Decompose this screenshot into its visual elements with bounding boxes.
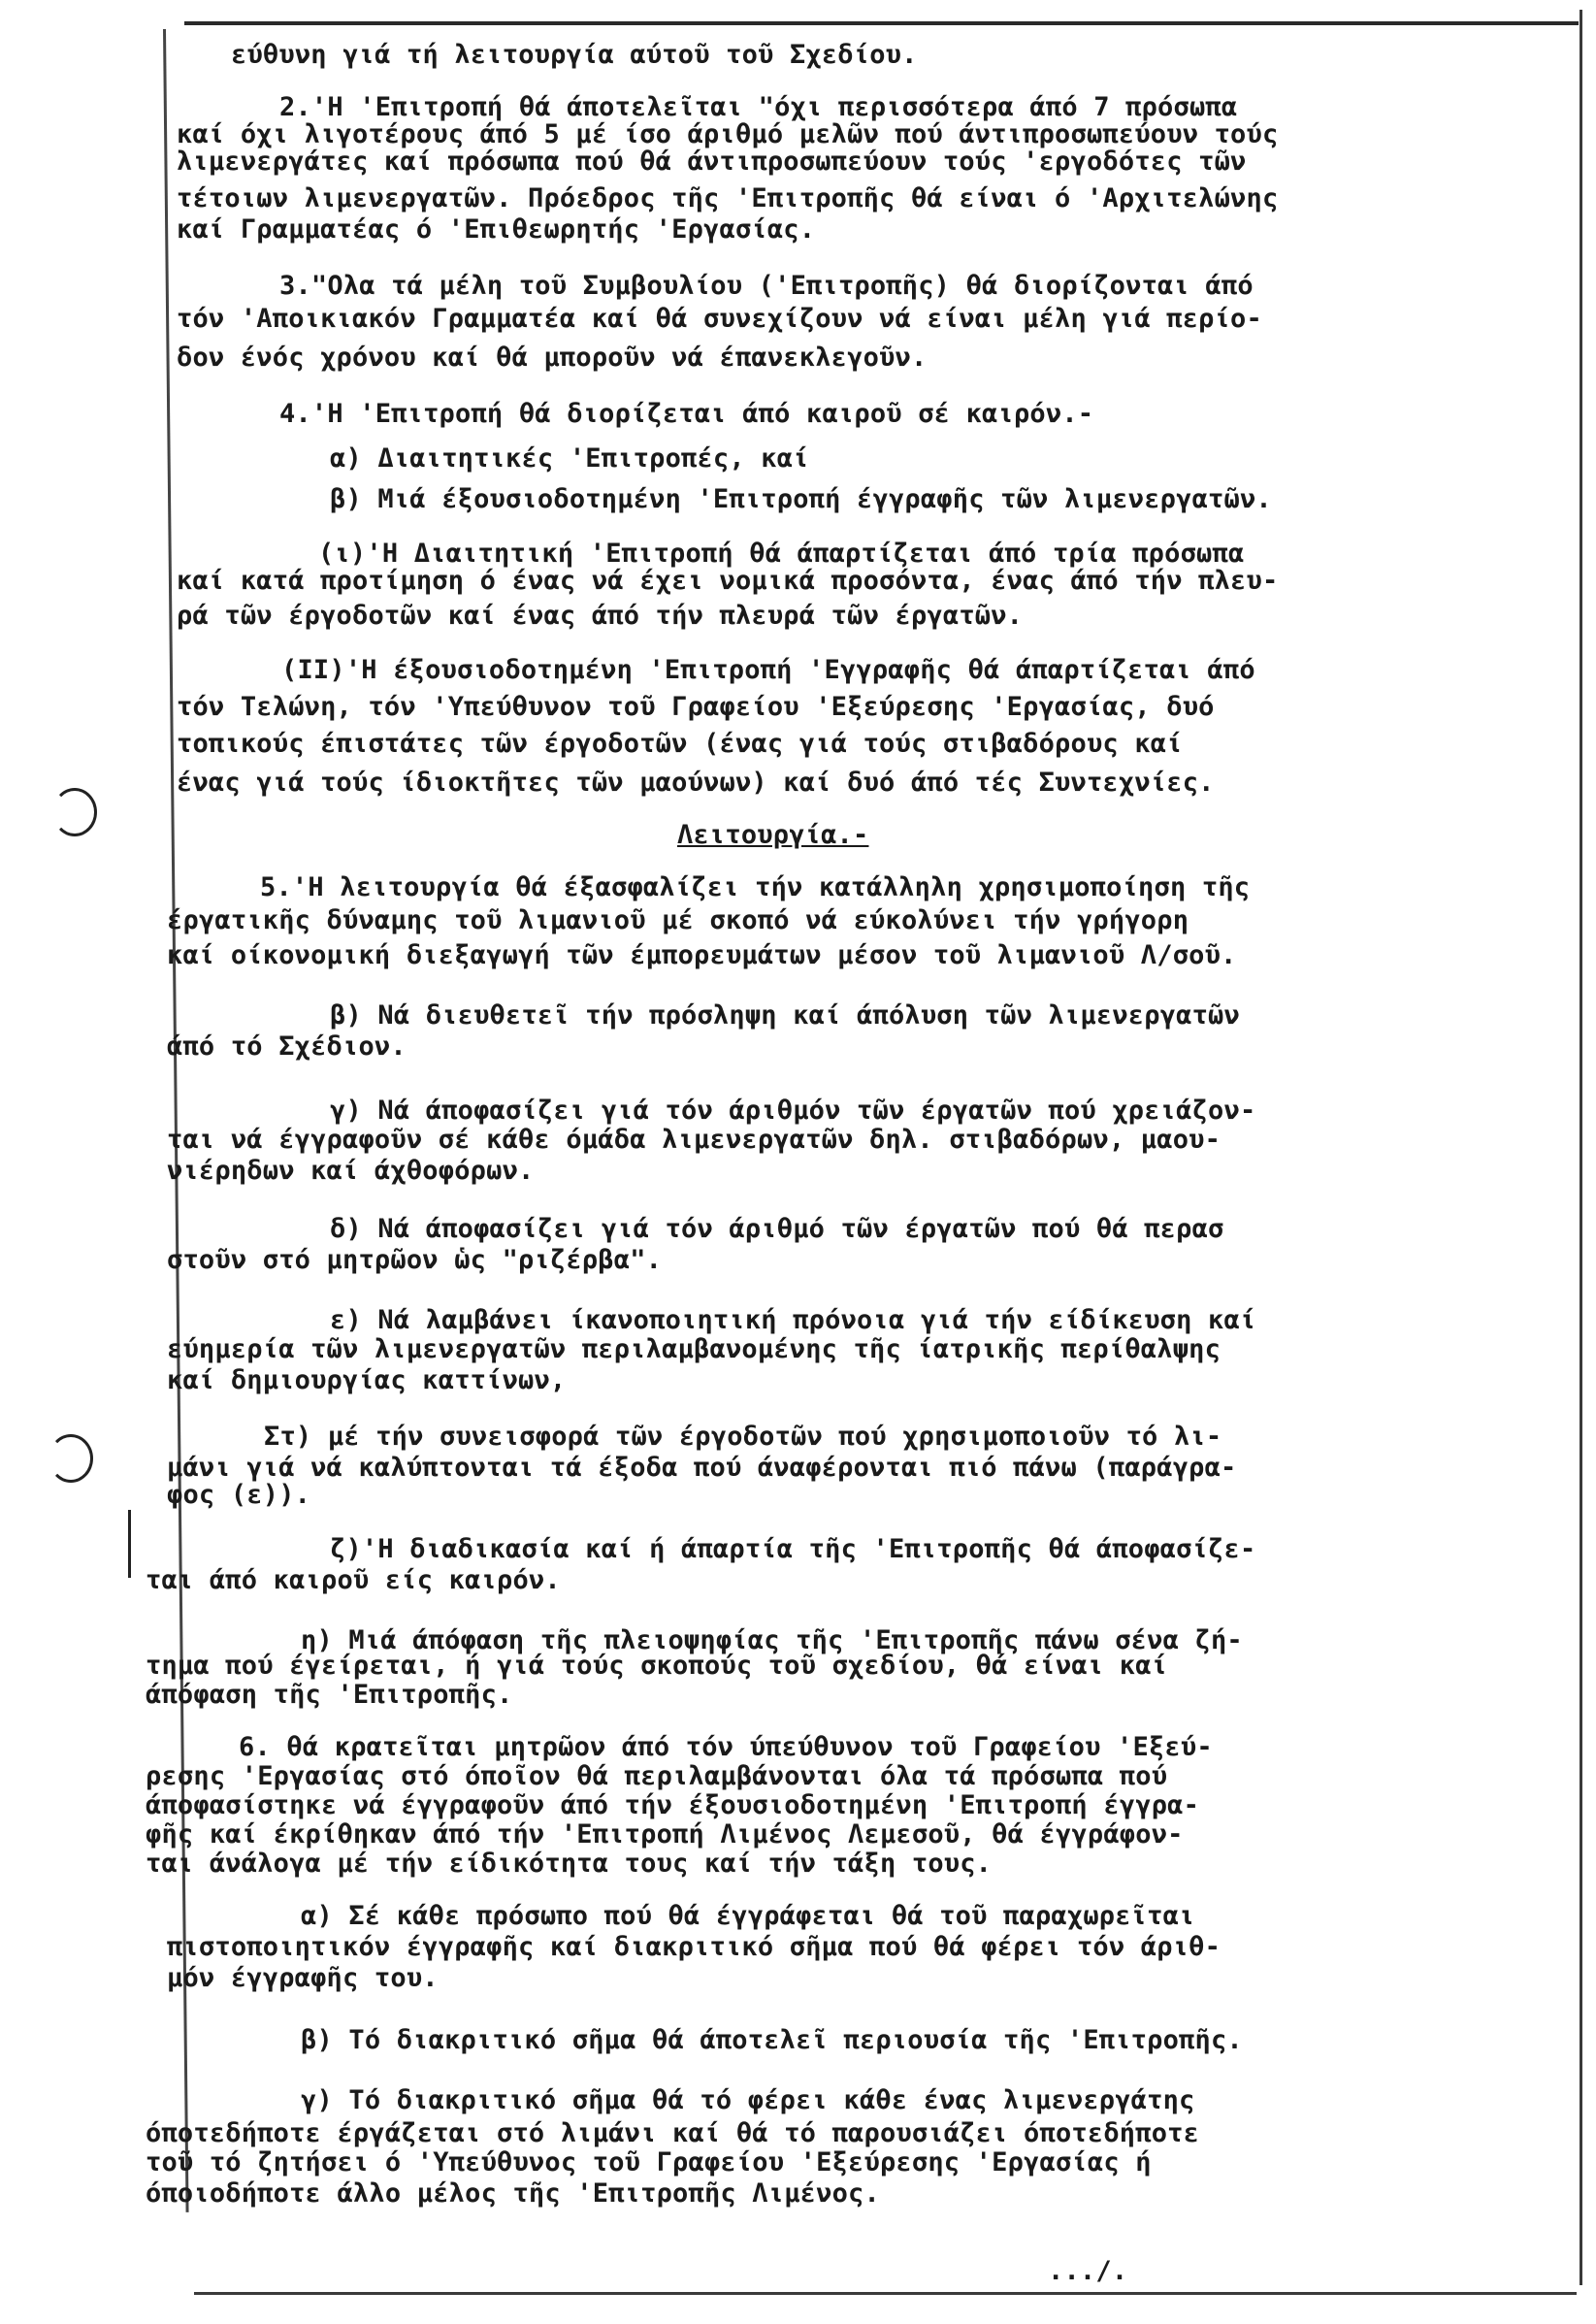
text-line: άπόφαση τῆς 'Επιτροπῆς. (146, 1680, 513, 1710)
text-line: όποτεδήποτε έργάζεται στό λιμάνι καί θά τό παρουσιάζει όποτεδήποτε (146, 2118, 1200, 2148)
continuation-mark: .../. (1048, 2256, 1128, 2286)
text-line: πιστοποιητικόν έγγραφῆς καί διακριτικό σῆμα πού θά φέρει τόν άριθ- (167, 1932, 1221, 1962)
text-line: μάνι γιά νά καλύπτονται τά έξοδα πού άναφέρονται πιό πάνω (παράγρα- (167, 1453, 1237, 1483)
punch-hole-lower (49, 1434, 93, 1483)
text-line: τοπικούς έπιστάτες τῶν έργοδοτῶν (ένας γιά τούς στιβαδόρους καί (177, 729, 1183, 759)
text-line: α) Σέ κάθε πρόσωπο πού θά έγγράφεται θά τοῦ παραχωρεῖται (301, 1901, 1195, 1931)
text-line: 6. θά κρατεῖται μητρῶον άπό τόν ύπεύθυνον τοῦ Γραφείου 'Εξεύ- (239, 1732, 1213, 1762)
text-line: 3."Ολα τά μέλη τοῦ Συμβουλίου ('Επιτροπῆς) θά διορίζονται άπό (279, 271, 1254, 301)
text-line: γ) Τό διακριτικό σῆμα θά τό φέρει κάθε ένας λιμενεργάτης (301, 2085, 1195, 2115)
text-line: νιέρηδων καί άχθοφόρων. (167, 1156, 535, 1186)
text-line: γ) Νά άποφασίζει γιά τόν άριθμόν τῶν έργατῶν πού χρειάζον- (330, 1096, 1256, 1126)
text-line: 5.'Η λειτουργία θά έξασφαλίζει τήν κατάλληλη χρησιμοποίηση τῆς (260, 872, 1251, 902)
text-line: στοῦν στό μητρῶον ὡς "ριζέρβα". (167, 1245, 663, 1275)
margin-marker (128, 1510, 131, 1578)
text-line: φῆς καί έκρίθηκαν άπό τήν 'Επιτροπή Λιμένος Λεμεσοῦ, θά έγγράφον- (146, 1819, 1184, 1849)
text-line: η) Μιά άπόφαση τῆς πλειοψηφίας τῆς 'Επιτροπῆς πάνω σένα ζή- (301, 1625, 1243, 1655)
text-line: καί δημιουργίας καττίνων, (167, 1365, 567, 1395)
text-line: ζ)'Η διαδικασία καί ή άπαρτία τῆς 'Επιτροπῆς θά άποφασίζε- (330, 1534, 1256, 1564)
text-line: δον ένός χρόνου καί θά μποροῦν νά έπανεκλεγοῦν. (177, 343, 928, 373)
text-line: β) Νά διευθετεῖ τήν πρόσληψη καί άπόλυση τῶν λιμενεργατῶν (330, 1000, 1240, 1031)
text-line: εύθυνη γιά τή λειτουργία αύτοῦ τοῦ Σχεδίου. (231, 40, 918, 70)
text-line: ε) Νά λαμβάνει ίκανοποιητική πρόνοια γιά τήν είδίκευση καί (330, 1305, 1256, 1335)
page-right-edge (1580, 10, 1582, 2285)
text-line: ται άνάλογα μέ τήν είδικότητα τους καί τήν τάξη τους. (146, 1849, 993, 1879)
text-line: τόν 'Αποικιακόν Γραμματέα καί θά συνεχίζουν νά είναι μέλη γιά περίο- (177, 304, 1262, 334)
punch-hole-upper (52, 788, 97, 836)
text-line: ρεσης 'Εργασίας στό όποῖον θά περιλαμβάνονται όλα τά πρόσωπα πού (146, 1761, 1168, 1791)
text-line: ένας γιά τούς ίδιοκτῆτες τῶν μαούνων) καί δυό άπό τές Συντεχνίες. (177, 768, 1215, 798)
text-line: άποφασίστηκε νά έγγραφοῦν άπό τήν έξουσιοδοτημένη 'Επιτροπή έγγρα- (146, 1790, 1200, 1820)
text-line: ται άπό καιροῦ είς καιρόν. (146, 1565, 561, 1595)
section-heading: Λειτουργία.- (677, 820, 869, 850)
text-line: (ι)'Η Διαιτητική 'Επιτροπή θά άπαρτίζεται άπό τρία πρόσωπα (318, 539, 1245, 569)
text-line: τόν Τελώνη, τόν 'Υπεύθυνον τοῦ Γραφείου 'Εξεύρεσης 'Εργασίας, δυό (177, 692, 1215, 722)
text-line: τημα πού έγείρεται, ή γιά τούς σκοπούς τοῦ σχεδίου, θά είναι καί (146, 1651, 1168, 1681)
page-top-edge (184, 21, 1579, 25)
text-line: καί Γραμματέας ό 'Επιθεωρητής 'Εργασίας. (177, 214, 816, 245)
text-line: καί οίκονομική διεξαγωγή τῶν έμπορευμάτων μέσον τοῦ λιμανιοῦ Λ/σοῦ. (167, 940, 1237, 970)
text-line: μόν έγγραφῆς του. (167, 1963, 439, 1993)
page-bottom-edge (194, 2292, 1577, 2295)
text-line: καί κατά προτίμηση ό ένας νά έχει νομικά προσόντα, ένας άπό τήν πλευ- (177, 566, 1279, 596)
text-line: (ΙΙ)'Η έξουσιοδοτημένη 'Επιτροπή 'Εγγραφῆς θά άπαρτίζεται άπό (281, 655, 1255, 685)
text-line: β) Τό διακριτικό σῆμα θά άποτελεῖ περιουσία τῆς 'Επιτροπῆς. (301, 2025, 1243, 2055)
text-line: έργατικῆς δύναμης τοῦ λιμανιοῦ μέ σκοπό νά εύκολύνει τήν γρήγορη (167, 905, 1189, 935)
text-line: καί όχι λιγοτέρους άπό 5 μέ ίσο άριθμό μελῶν πού άντιπροσωπεύουν τούς (177, 119, 1279, 149)
text-line: ται νά έγγραφοῦν σέ κάθε όμάδα λιμενεργατῶν δηλ. στιβαδόρων, μαου- (167, 1125, 1221, 1155)
text-line: λιμενεργάτες καί πρόσωπα πού θά άντιπροσωπεύουν τούς 'εργοδότες τῶν (177, 147, 1247, 177)
text-line: φος (ε)). (167, 1480, 311, 1510)
text-line: β) Μιά έξουσιοδοτημένη 'Επιτροπή έγγραφῆς τῶν λιμενεργατῶν. (330, 484, 1272, 514)
text-line: άπό τό Σχέδιον. (167, 1031, 407, 1062)
text-line: α) Διαιτητικές 'Επιτροπές, καί (330, 443, 809, 474)
text-line: όποιοδήποτε άλλο μέλος τῆς 'Επιτροπῆς Λιμένος. (146, 2178, 880, 2209)
text-line: ρά τῶν έργοδοτῶν καί ένας άπό τήν πλευρά τῶν έργατῶν. (177, 601, 1024, 631)
text-line: τοῦ τό ζητήσει ό 'Υπεύθυνος τοῦ Γραφείου 'Εξεύρεσης 'Εργασίας ή (146, 2147, 1152, 2177)
text-line: εύημερία τῶν λιμενεργατῶν περιλαμβανομένης τῆς ίατρικῆς περίθαλψης (167, 1334, 1221, 1364)
text-line: τέτοιων λιμενεργατῶν. Πρόεδρος τῆς 'Επιτροπῆς θά είναι ό 'Αρχιτελώνης (177, 183, 1279, 213)
text-line: 2.'Η 'Επιτροπή θά άποτελεῖται "όχι περισσότερα άπό 7 πρόσωπα (279, 92, 1238, 122)
text-line: Στ) μέ τήν συνεισφορά τῶν έργοδοτῶν πού χρησιμοποιοῦν τό λι- (264, 1422, 1222, 1452)
text-line: 4.'Η 'Επιτροπή θά διορίζεται άπό καιροῦ σέ καιρόν.- (279, 399, 1094, 429)
text-line: δ) Νά άποφασίζει γιά τόν άριθμό τῶν έργατῶν πού θά περασ (330, 1214, 1224, 1244)
